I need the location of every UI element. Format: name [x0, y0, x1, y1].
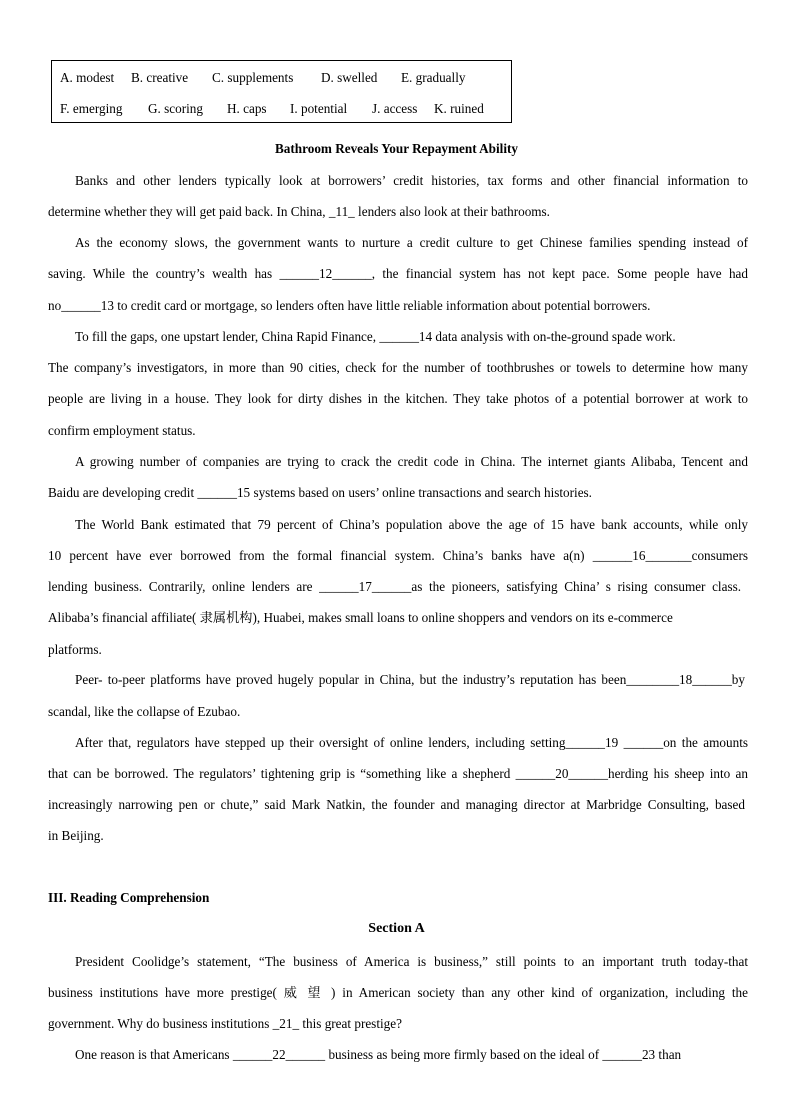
option-d: D. swelled — [321, 70, 378, 85]
passage-line: scandal, like the collapse of Ezubao. — [48, 704, 241, 719]
passage-line: confirm employment status. — [48, 423, 196, 438]
passage-line: people are living in a house. They look for dirty dishes in the kitchen. They take photos of a potential borrower at work to — [48, 391, 748, 406]
section-heading: Section A — [368, 921, 425, 936]
passage-line: Banks and other lenders typically look at borrowers’ credit histories, tax forms and other financial information to — [75, 173, 748, 188]
passage-line: The World Bank estimated that 79 percent of China’s population above the age of 15 have bank accounts, while only — [75, 517, 748, 532]
option-c: C. supplements — [212, 70, 294, 85]
option-g: G. scoring — [148, 101, 203, 116]
option-j: J. access — [372, 101, 418, 116]
passage-line: President Coolidge’s statement, “The business of America is business,” still points to an important truth today-that — [75, 954, 748, 969]
passage-line: saving. While the country’s wealth has ______12______, the financial system has not kept pace. Some people have had — [48, 266, 748, 281]
passage-line: determine whether they will get paid back. In China, _11_ lenders also look at their bathrooms. — [48, 204, 550, 219]
option-h: H. caps — [227, 101, 267, 116]
option-b: B. creative — [131, 70, 189, 85]
passage-line: As the economy slows, the government wants to nurture a credit culture to get Chinese families spending instead of — [75, 235, 748, 250]
part-heading: III. Reading Comprehension — [48, 890, 210, 905]
passage-line: platforms. — [48, 642, 102, 657]
passage-line: lending business. Contrarily, online lenders are ______17______as the pioneers, satisfying China’ s rising consumer class. — [48, 579, 741, 594]
passage-line: increasingly narrowing pen or chute,” said Mark Natkin, the founder and managing director at Marbridge Consulting, based — [48, 797, 745, 812]
passage-title: Bathroom Reveals Your Repayment Ability — [275, 141, 518, 156]
passage-line: After that, regulators have stepped up their oversight of online lenders, including setting______19 ______on the amounts — [75, 735, 748, 750]
passage-line: no______13 to credit card or mortgage, so lenders often have little reliable information about potential borrowers. — [48, 298, 651, 313]
passage-line: business institutions have more prestige( 威 望 ) in American society than any other kind of organization, including the — [48, 985, 748, 1000]
passage-line: A growing number of companies are trying to crack the credit code in China. The internet giants Alibaba, Tencent and — [75, 454, 748, 469]
passage-line: 10 percent have ever borrowed from the formal financial system. China’s banks have a(n) ______16_______consumers — [48, 548, 748, 563]
passage-line: that can be borrowed. The regulators’ tightening grip is “something like a shepherd ______20______herding his sheep into an — [48, 766, 748, 781]
option-i: I. potential — [290, 101, 348, 116]
passage-line: Baidu are developing credit ______15 systems based on users’ online transactions and search histories. — [48, 485, 592, 500]
word-bank-box — [51, 60, 512, 123]
option-k: K. ruined — [434, 101, 484, 116]
option-a: A. modest — [60, 70, 115, 85]
passage-line: Alibaba’s financial affiliate( 隶属机构), Huabei, makes small loans to online shoppers and vendors on its e-commerce — [48, 610, 673, 625]
passage-line: To fill the gaps, one upstart lender, China Rapid Finance, ______14 data analysis with on-the-ground spade work. — [75, 329, 676, 344]
option-e: E. gradually — [401, 70, 466, 85]
passage-line: One reason is that Americans ______22______ business as being more firmly based on the ideal of ______23 than — [75, 1047, 682, 1062]
passage-line: Peer- to-peer platforms have proved hugely popular in China, but the industry’s reputation has been________18______by — [75, 672, 745, 687]
passage-line: The company’s investigators, in more than 90 cities, check for the number of toothbrushes or towels to determine how many — [48, 360, 748, 375]
passage-line: in Beijing. — [48, 828, 104, 843]
option-f: F. emerging — [60, 101, 123, 116]
passage-line: government. Why do business institutions _21_ this great prestige? — [48, 1016, 402, 1031]
